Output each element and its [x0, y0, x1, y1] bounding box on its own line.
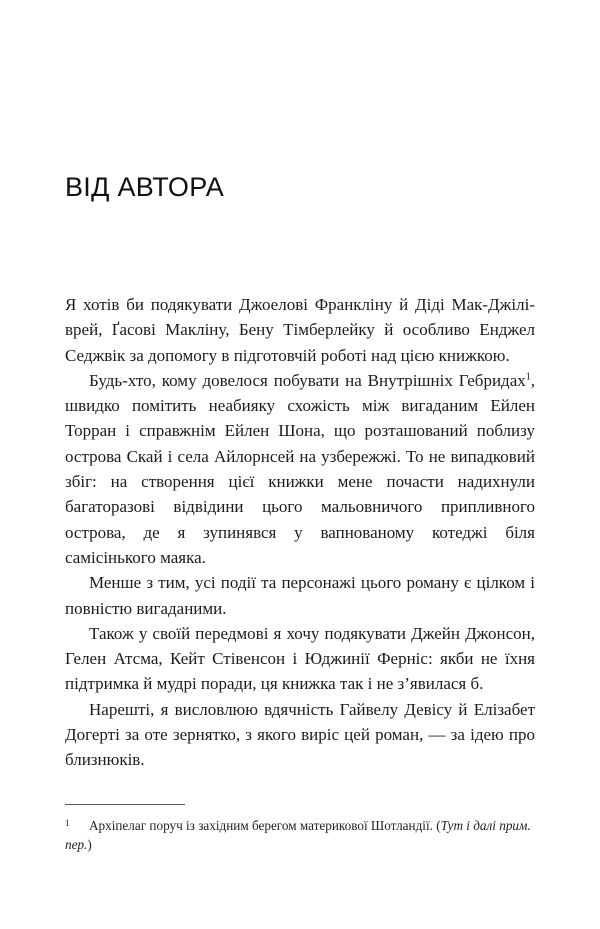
footnote-main-text: Архіпелаг поруч із західним берегом материкової Шотландії. ( — [89, 818, 441, 833]
paragraph-3: Менше з тим, усі події та персонажі цього роману є цілком і повністю вигаданими. — [65, 573, 535, 618]
paragraph-2-rest: , швидко помітить неабияку схожість між вигаданим Ейлен Торран і справжнім Ейлен Шона, що розташований поблизу острова Скай і села Айлорнсей на узбережжі. То не випадковий збіг: на створення цієї книжки мене почасти надихнули багаторазові відвідини цього мальовничого припливного острова, де я зупинявся у вапнованому котеджі біля самісінького маяка. — [65, 370, 535, 567]
paragraph-2 — [65, 368, 535, 570]
chapter-heading: ВІД АВТОРА — [65, 172, 225, 202]
paragraph-4: Також у своїй передмові я хочу подякувати Джейн Джонсон, Гелен Атсма, Кейт Стівенсон і Юджинії Ферніс: якби не їхня підтримка й мудрі поради, ця книжка так і не з’явилася б. — [65, 623, 535, 694]
footnote — [65, 816, 535, 854]
footnote-marker: 1 — [65, 818, 70, 828]
footnote-reference[interactable]: 1 — [525, 371, 531, 383]
footnote-translator-note: Тут і далі прим. пер. — [65, 818, 531, 852]
paragraph-1: Я хотів би подякувати Джоелові Франкліну й Діді Мак-Джіліврей, Ґасові Макліну, Бену Тімберлейку й особливо Енджел Седжвік за допомогу в підготовчій роботі над цією книжкою. — [65, 295, 535, 365]
paragraph-2-start: Будь-хто, кому довелося побувати на Внутрішніх Гебридах — [89, 370, 526, 390]
footnote-text — [65, 818, 531, 852]
footnote-close: ) — [87, 837, 92, 852]
body-text — [65, 292, 535, 773]
paragraph-5: Нарешті, я висловлюю вдячність Гайвелу Девісу й Елізабет Догерті за оте зернятко, з якого виріс цей роман, — за ідею про близнюків. — [65, 699, 535, 770]
footnote-divider — [65, 804, 185, 805]
